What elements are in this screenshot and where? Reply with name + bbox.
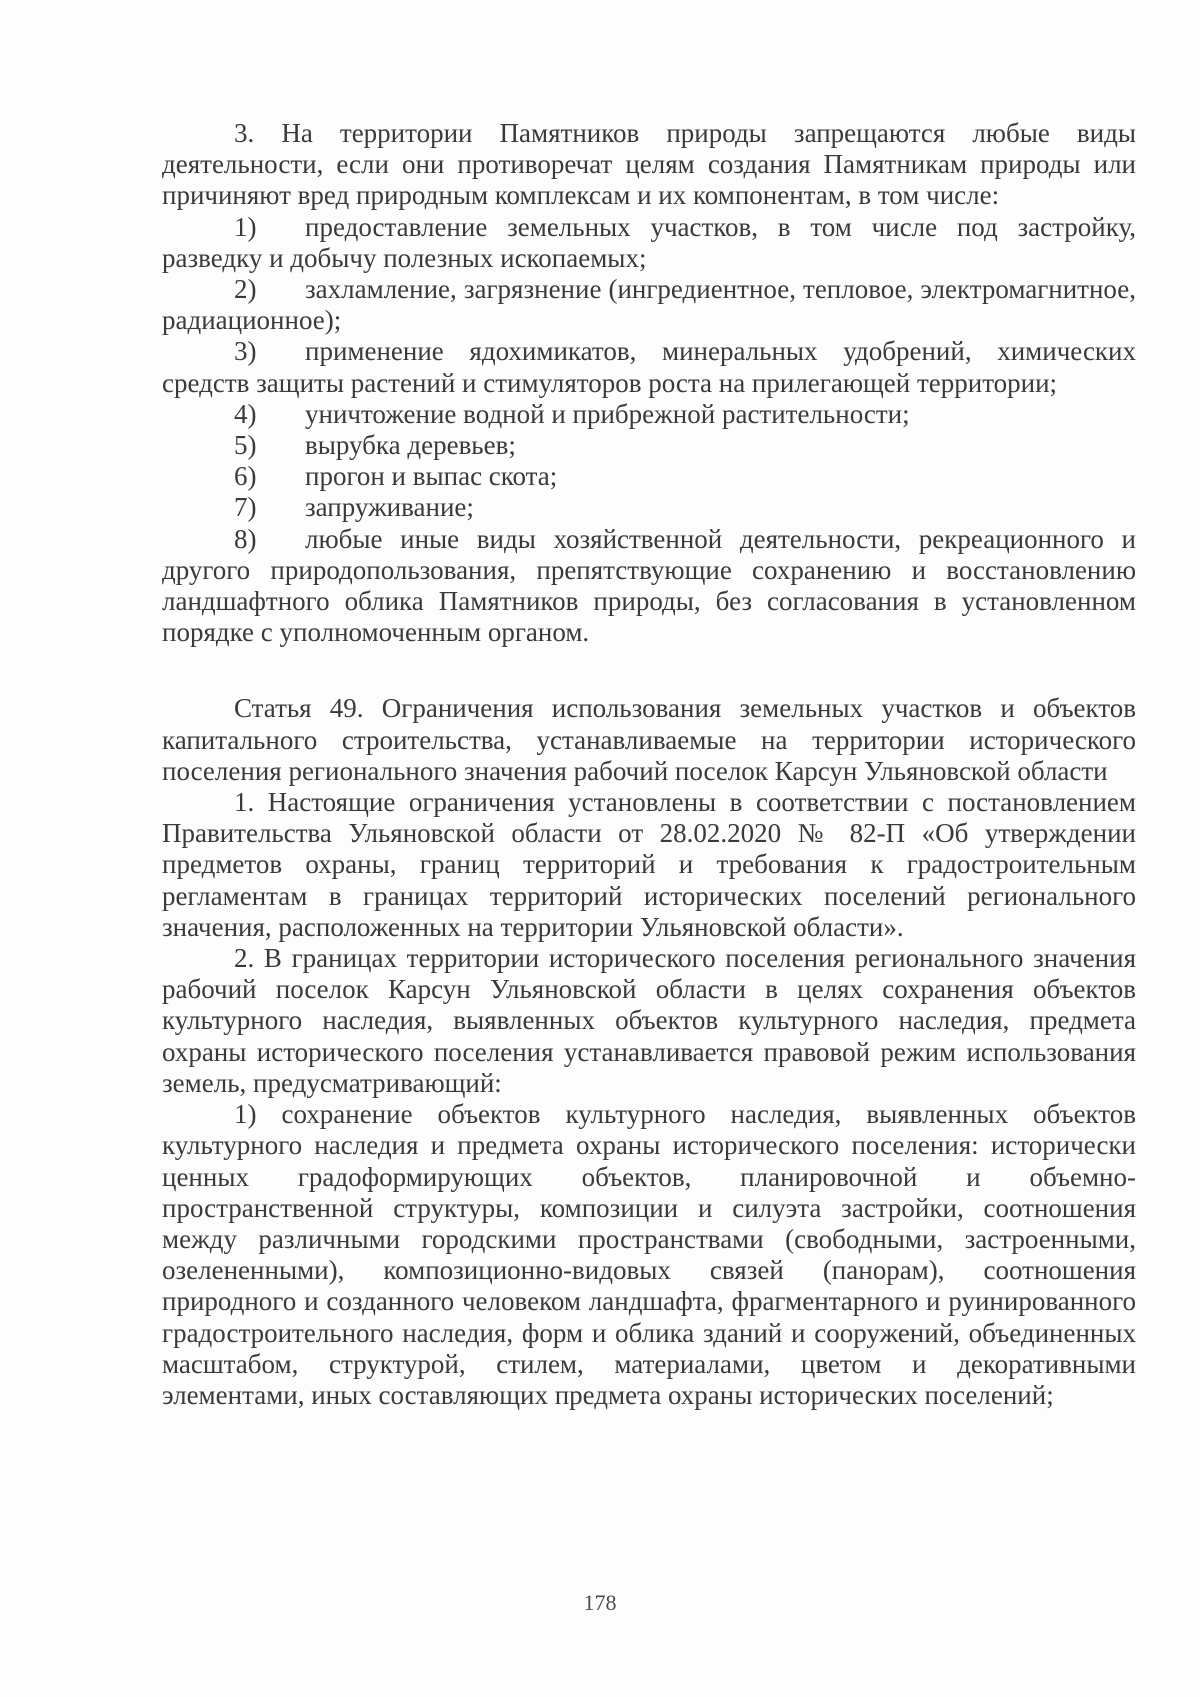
- page-number: 178: [583, 1590, 617, 1615]
- list-item-text: применение ядохимикатов, минеральных удобрений, химических средств защиты растений и стимуляторов роста на прилегающей территории;: [162, 336, 1136, 398]
- list-item-text: уничтожение водной и прибрежной растительности;: [305, 398, 910, 429]
- article-49-heading: Статья 49. Ограничения использования земельных участков и объектов капитального строительства, устанавливаемые на территории исторического поселения регионального значения рабочий поселок Карсун Ульяновской области: [162, 693, 1136, 786]
- list-item-text: предоставление земельных участков, в том числе под застройку, разведку и добычу полезных ископаемых;: [162, 211, 1136, 273]
- list-item-number: 7): [234, 492, 257, 523]
- list-item-text: вырубка деревьев;: [305, 430, 516, 461]
- list-item-5: [162, 430, 1136, 461]
- list-item-number: 3): [234, 336, 257, 367]
- list-item-4: [162, 399, 1136, 430]
- list-item-text: запруживание;: [305, 492, 474, 523]
- list-item-number: 4): [234, 398, 257, 429]
- list-item-number: 8): [234, 523, 257, 554]
- list-item-text: захламление, загрязнение (ингредиентное, тепловое, электромагнитное, радиационное);: [162, 274, 1136, 336]
- list-item-6: [162, 461, 1136, 492]
- list-item-number: 1): [234, 211, 257, 242]
- list-item-8: [162, 524, 1136, 649]
- article-49-paragraph-3: 1) сохранение объектов культурного наследия, выявленных объектов культурного наследия и предмета охраны исторического поселения: исторически ценных градоформирующих объектов, планировочной и объемно-пространственной структуры, композиции и силуэта застройки, соотношения между различными городскими пространствами (свободными, застроенными, озелененными), композиционно-видовых связей (панорам), соотношения природного и созданного человеком ландшафта, фрагментарного и руинированного градостроительного наследия, форм и облика зданий и сооружений, объединенных масштабом, структурой, стилем, материалами, цветом и декоративными элементами, иных составляющих предмета охраны исторических поселений;: [162, 1099, 1136, 1410]
- article-49-paragraph-1: 1. Настоящие ограничения установлены в соответствии с постановлением Правительства Ульяновской области от 28.02.2020 № 82-П «Об утверждении предметов охраны, границ территорий и требования к градостроительным регламентам в границах территорий исторических поселений регионального значения, расположенных на территории Ульяновской области».: [162, 787, 1136, 942]
- section-3-intro: 3. На территории Памятников природы запрещаются любые виды деятельности, если они противоречат целям создания Памятникам природы или причиняют вред природным комплексам и их компонентам, в том числе:: [162, 118, 1136, 211]
- list-item-text: любые иные виды хозяйственной деятельности, рекреационного и другого природопользования, препятствующие сохранению и восстановлению ландшафтного облика Памятников природы, без согласования в установленном порядке с уполномоченным органом.: [162, 523, 1136, 648]
- list-item-number: 5): [234, 430, 257, 461]
- list-item-1: [162, 212, 1136, 274]
- list-item-3: [162, 336, 1136, 398]
- list-item-text: прогон и выпас скота;: [305, 461, 558, 492]
- list-item-number: 2): [234, 274, 257, 305]
- section-spacer: [162, 648, 1136, 693]
- list-item-7: [162, 492, 1136, 523]
- list-item-number: 6): [234, 461, 257, 492]
- document-body: [162, 118, 1136, 1411]
- article-49-paragraph-2: 2. В границах территории исторического поселения регионального значения рабочий поселок Карсун Ульяновской области в целях сохранения объектов культурного наследия, выявленных объектов культурного наследия, предмета охраны исторического поселения устанавливается правовой режим использования земель, предусматривающий:: [162, 943, 1136, 1098]
- list-item-2: [162, 274, 1136, 336]
